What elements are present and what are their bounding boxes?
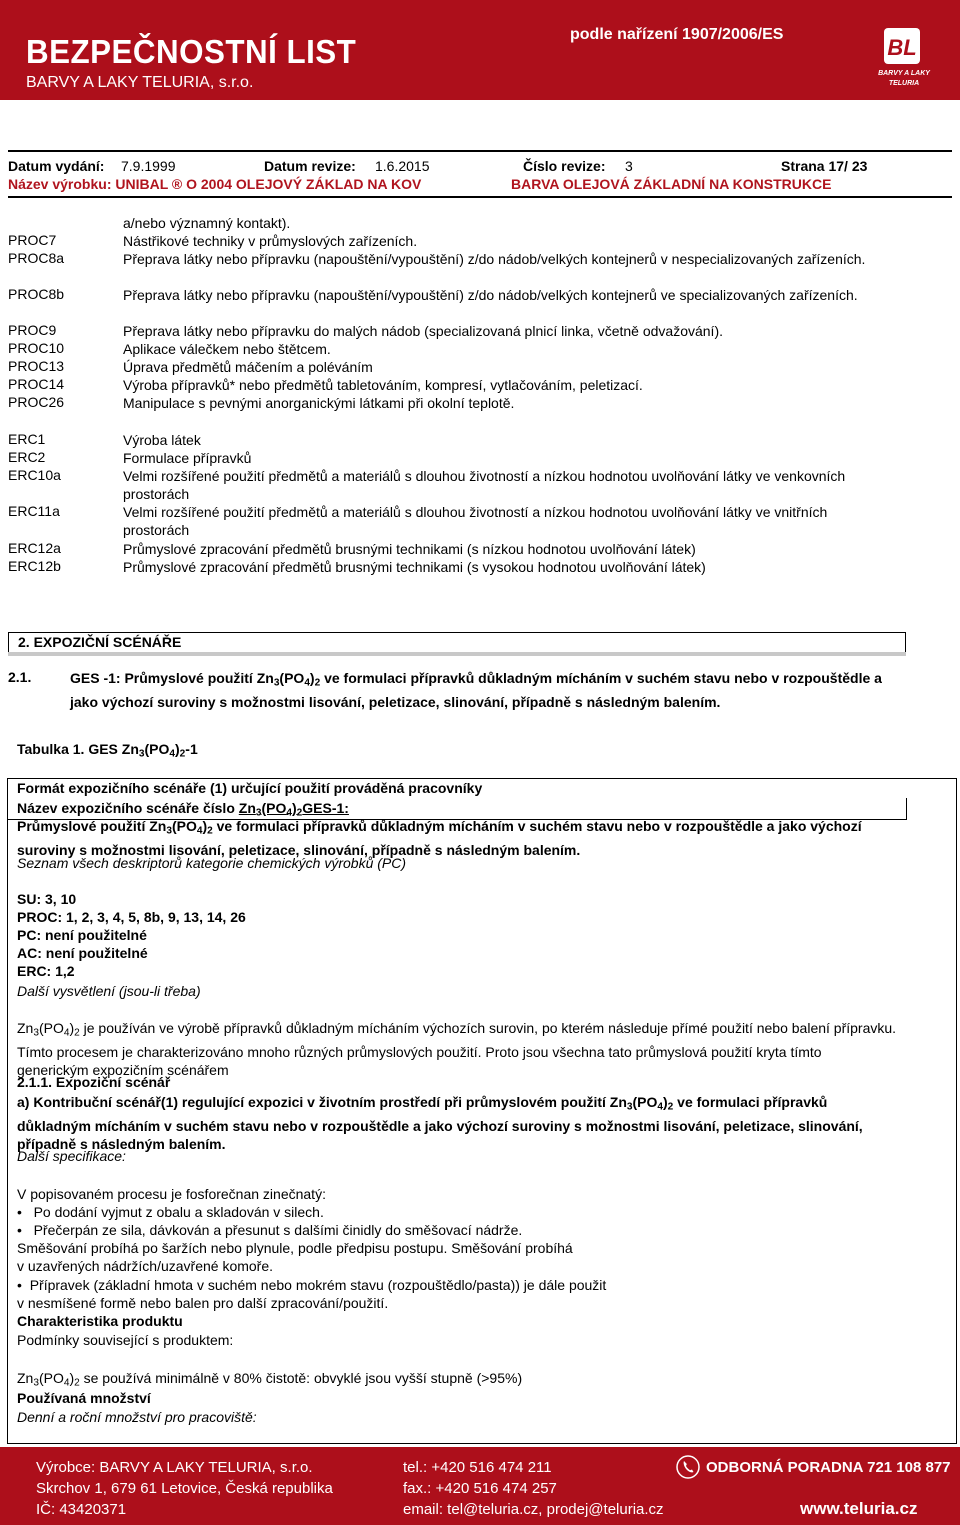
logo-mark-icon	[882, 26, 922, 66]
scenario-use: Průmyslové použití $Zn_3(PO_4)_2$ ve formulaci přípravků důkladným mícháním v suchém stavu nebo v rozpouštědle a jako výchozí suroviny s možnostmi lisování, peletizace, slinování, případně s následným balením.	[17, 818, 862, 858]
descriptor-list-label: Seznam všech deskriptorů kategorie chemických výrobků (PC)	[17, 855, 407, 871]
product-characteristics-heading: Charakteristika produktu	[17, 1313, 183, 1329]
further-specification-label: Další specifikace:	[17, 1148, 126, 1164]
issue-date-value: 7.9.1999	[121, 158, 176, 174]
code-label: ERC12b	[8, 558, 61, 574]
code-description: Velmi rozšířené použití předmětů a materiálů s dlouhou životností a nízkou hodnotou uvolňování látky ve vnitřních prostorách	[123, 504, 828, 538]
phone-icon	[676, 1455, 700, 1479]
mixing-text: v uzavřených nádržích/uzavřené komoře.	[17, 1258, 274, 1274]
process-bullet: • Přípravek (základní hmota v suchém nebo mokrém stavu (rozpouštědlo/pasta)) je dále použit	[17, 1277, 607, 1293]
footer-tel: tel.: +420 516 474 211	[403, 1459, 552, 1476]
code-label: ERC11a	[8, 503, 60, 519]
logo-text-line-1: BARVY A LAKY	[878, 70, 930, 77]
footer-fax: fax.: +420 516 474 257	[403, 1480, 557, 1497]
footer-ico: IČ: 43420371	[36, 1501, 127, 1518]
code-label: ERC12a	[8, 540, 61, 556]
code-description: Přeprava látky nebo přípravku (napouštění/vypouštění) z/do nádob/velkých kontejnerů ve specializovaných zařízeních.	[123, 287, 858, 303]
section-heading-shadow	[8, 652, 906, 656]
usage-paragraph: $Zn_3(PO_4)_2$ je používán ve výrobě přípravků důkladným mícháním výchozích surovin, po kterém následuje přímé použití nebo balení přípravku. Tímto procesem je charakterizováno mnoho různých průmyslových použití. Proto jsou všechna tato průmyslová použití kryta tímto generickým expozičním scénářem	[17, 1020, 897, 1078]
code-description: Nástřikové techniky v průmyslových zařízeních.	[123, 233, 418, 249]
code-description: Manipulace s pevnými anorganickými látkami při okolní teplotě.	[123, 395, 515, 411]
page-number: Strana 17/ 23	[781, 158, 868, 174]
process-bullet: • Po dodání vyjmut z obalu a skladován v silech.	[17, 1204, 324, 1220]
code-label: PROC8b	[8, 286, 65, 302]
company-name: BARVY A LAKY TELURIA, s.r.o.	[26, 74, 254, 91]
product-conditions-label: Podmínky související s produktem:	[17, 1332, 234, 1348]
erc-codes: ERC: 1,2	[17, 963, 75, 979]
product-description: BARVA OLEJOVÁ ZÁKLADNÍ NA KONSTRUKCE	[511, 176, 832, 192]
mixing-text: Směšování probíhá po šaržích nebo plynule, podle předpisu postupu. Směšování probíhá	[17, 1240, 573, 1256]
footer-address: Skrchov 1, 679 61 Letovice, Česká republika	[36, 1480, 333, 1497]
daily-amount-label: Denní a roční množství pro pracoviště:	[17, 1409, 257, 1425]
further-explanation-label: Další vysvětlení (jsou-li třeba)	[17, 983, 201, 999]
code-label: PROC14	[8, 376, 65, 392]
code-label: PROC7	[8, 232, 57, 248]
subsection-title: GES -1: Průmyslové použití $Zn_3(PO_4)_2$ ve formulaci přípravků důkladným mícháním v suchém stavu nebo v rozpouštědle a jako výchozí suroviny s možnostmi lisování, peletizace, slinování, případně s následným balením.	[70, 670, 882, 710]
section-heading: 2. EXPOZIČNÍ SCÉNÁŘE	[18, 634, 182, 650]
footer-email: email: tel@teluria.cz, prodej@teluria.cz	[403, 1501, 664, 1518]
footer-maker: Výrobce: BARVY A LAKY TELURIA, s.r.o.	[36, 1459, 313, 1476]
document-title: BEZPEČNOSTNÍ LIST	[26, 33, 357, 70]
code-description: Velmi rozšířené použití předmětů a materiálů s dlouhou životností a nízkou hodnotou uvolňování látky ve venkovních prostorách	[123, 468, 846, 502]
code-description: Výroba přípravků* nebo předmětů tabletováním, kompresí, vytlačováním, peletizací.	[123, 377, 643, 393]
contributing-scenario: a) Kontribuční scénář(1) regulující expozici v životním prostředí při průmyslovém použití $Zn_3(PO_4)_2$ ve formulaci přípravků důkladným mícháním v suchém stavu nebo v rozpouštědle a jako výchozí suroviny s možnostmi lisování, peletizace, slinování, případně s následným balením.	[17, 1094, 863, 1152]
process-bullet: • Přečerpán ze sila, dávkován a přesunut s dalšími činidly do směšovací nádrže.	[17, 1222, 523, 1238]
document-header	[0, 0, 960, 100]
scenario-name: Název expozičního scénáře číslo $Zn_3(PO_4)_2GES-1$:	[17, 800, 349, 819]
subsection-number: 2.1.	[8, 669, 32, 685]
format-title: Formát expozičního scénáře (1) určující použití prováděná pracovníky	[17, 780, 483, 796]
code-description: a/nebo významný kontakt).	[123, 215, 291, 231]
code-description: Výroba látek	[123, 432, 201, 448]
code-description: Přeprava látky nebo přípravku (napouštění/vypouštění) z/do nádob/velkých kontejnerů v nespecializovaných zařízeních.	[123, 251, 866, 267]
process-bullet-continuation: v nesmíšené formě nebo balen pro další zpracování/použití.	[17, 1295, 389, 1311]
code-label: PROC10	[8, 340, 65, 356]
proc-codes: PROC: 1, 2, 3, 4, 5, 8b, 9, 13, 14, 26	[17, 909, 246, 925]
section-heading-box	[8, 632, 906, 653]
footer-website[interactable]: www.teluria.cz	[800, 1499, 918, 1518]
regulation-note: podle nařízení 1907/2006/ES	[570, 26, 784, 43]
meta-bottom-rule	[8, 196, 952, 198]
exposure-scenario-subheading: 2.1.1. Expoziční scénář	[17, 1074, 171, 1090]
code-label: PROC8a	[8, 250, 65, 266]
document-footer	[0, 1447, 960, 1525]
pc-codes: PC: není použitelné	[17, 927, 147, 943]
code-description: Formulace přípravků	[123, 450, 252, 466]
process-intro: V popisovaném procesu je fosforečnan zinečnatý:	[17, 1186, 326, 1202]
code-description: Aplikace válečkem nebo štětcem.	[123, 341, 331, 357]
revision-number-label: Číslo revize:	[523, 158, 606, 174]
meta-top-rule	[8, 150, 952, 152]
revision-number-value: 3	[625, 158, 633, 174]
code-description: Přeprava látky nebo přípravku do malých nádob (specializovaná plnicí linka, včetně odvažování).	[123, 323, 723, 339]
su-codes: SU: 3, 10	[17, 891, 77, 907]
table-caption: Tabulka 1. GES $Zn_3(PO_4)_2-1$	[17, 741, 198, 760]
purity-statement: $Zn_3(PO_4)_2$ se používá minimálně v 80% čistotě: obvyklé jsou vyšší stupně (>95%)	[17, 1370, 523, 1389]
issue-date-label: Datum vydání:	[8, 158, 105, 174]
code-label: ERC1	[8, 431, 46, 447]
product-name: Název výrobku: UNIBAL ® O 2004 OLEJOVÝ ZÁKLAD NA KOV	[8, 176, 422, 192]
code-description: Průmyslové zpracování předmětů brusnými technikami (s vysokou hodnotou uvolňování látek)	[123, 559, 706, 575]
footer-advice-line: ODBORNÁ PORADNA 721 108 877	[706, 1459, 951, 1476]
company-logo	[872, 26, 936, 92]
code-label: ERC2	[8, 449, 46, 465]
revision-date-value: 1.6.2015	[375, 158, 430, 174]
amounts-heading: Používaná množství	[17, 1390, 151, 1406]
svg-text:BL: BL	[887, 35, 917, 60]
code-label: PROC26	[8, 394, 65, 410]
ac-codes: AC: není použitelné	[17, 945, 148, 961]
code-label: ERC10a	[8, 467, 61, 483]
revision-date-label: Datum revize:	[264, 158, 356, 174]
code-label: PROC13	[8, 358, 65, 374]
logo-text-line-2: TELURIA	[888, 80, 920, 87]
code-description: Úprava předmětů máčením a poléváním	[123, 359, 373, 375]
code-description: Průmyslové zpracování předmětů brusnými technikami (s nízkou hodnotou uvolňování látek)	[123, 541, 696, 557]
code-label: PROC9	[8, 322, 57, 338]
